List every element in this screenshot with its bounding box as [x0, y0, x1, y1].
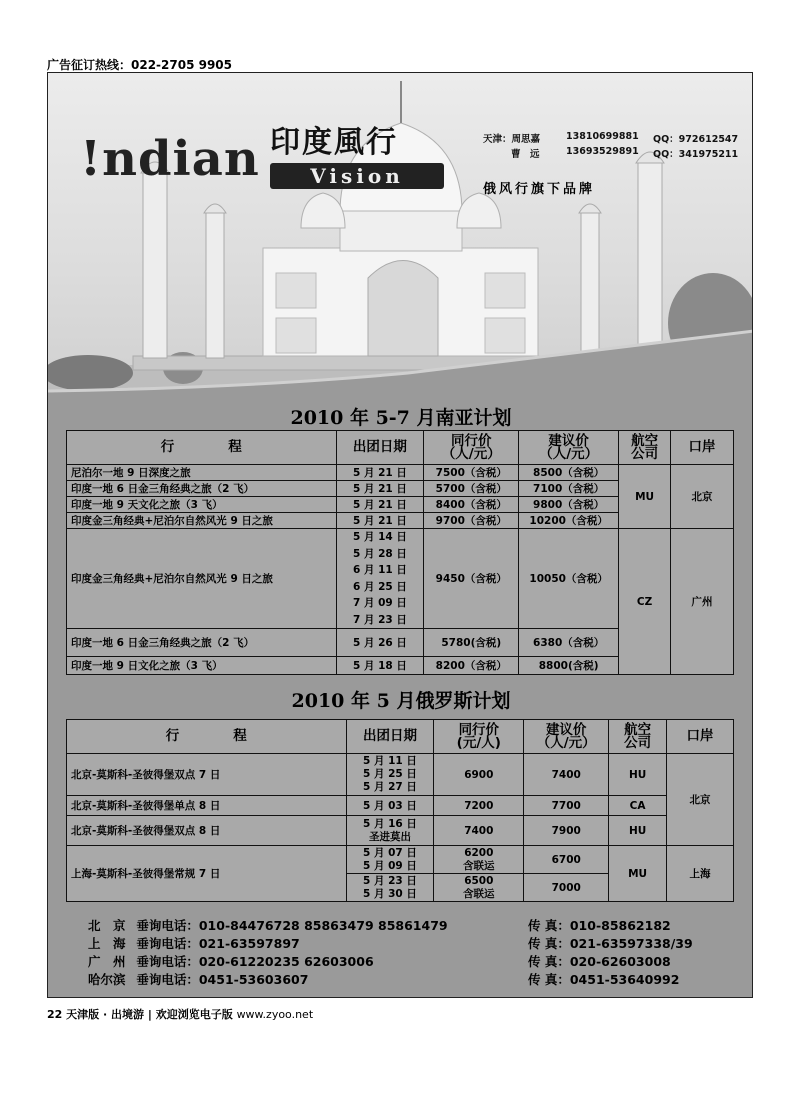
south-asia-table: [66, 430, 734, 675]
contact-label: 曹 远: [511, 149, 540, 160]
page-footer: 22 天津版 · 出境游 | 欢迎浏览电子版 www.zyoo.net: [47, 1008, 314, 1021]
contact-qq: QQ：972612547: [653, 134, 739, 145]
contact-phone: 13693529891: [566, 146, 639, 157]
ad-hotline: 广告征订热线：022-2705 9905: [47, 58, 233, 72]
header-airline: 航空 公司: [619, 431, 671, 465]
header-airline: 航空 公司: [609, 720, 667, 754]
russia-title: 2010 年 5 月俄罗斯计划: [291, 690, 511, 712]
header-retail-price: 建议价 （人/元）: [524, 720, 609, 754]
header-route: 行 程: [67, 431, 337, 465]
page-number: 22: [47, 1008, 63, 1021]
port-cell: 北京: [667, 754, 734, 846]
edition-label: 天津版 · 出境游: [66, 1008, 144, 1021]
table-header: [67, 431, 734, 465]
contact-phone: 13810699881: [566, 131, 639, 142]
logo-chinese-text: 印度風行: [270, 125, 398, 160]
table-row: 印度金三角经典+尼泊尔自然风光 9 日之旅 5 月 14 日 5 月 28 日 6 月 11 日 6 月 25 日 7 月 09 日 7 月 23 日 9450（含税） 10050（含税） CZ 广州: [67, 529, 734, 629]
airline-cell: CZ: [619, 529, 671, 675]
header-peer-price: 同行价 (元/人): [434, 720, 524, 754]
table-row: 印度金三角经典+尼泊尔自然风光 9 日之旅 5 月 21 日 9700（含税） 10200（含税）: [67, 513, 734, 529]
table-row: 印度一地 9 日文化之旅（3 飞） 5 月 18 日 8200（含税） 8800(含税): [67, 657, 734, 675]
brand-slogan: 俄风行旗下品牌: [483, 182, 596, 197]
table-row: 印度一地 6 日金三角经典之旅（2 飞） 5 月 21 日 5700（含税） 7100（含税）: [67, 481, 734, 497]
contact-label: 天津：周思嘉: [483, 134, 541, 145]
ad-frame: [47, 72, 753, 998]
port-cell: 广州: [671, 529, 734, 675]
table-row: 北京-莫斯科-圣彼得堡单点 8 日 5 月 03 日 7200 7700 CA: [67, 796, 734, 816]
office-guangzhou: 广 州 垂询电话：020-61220235 62603006 传 真：020-62603008: [88, 954, 671, 969]
header-route: 行 程: [67, 720, 347, 754]
table-row: 5 月 23 日 5 月 30 日 6500 含联运 7000: [67, 874, 734, 902]
airline-cell: MU: [619, 465, 671, 529]
port-cell: 北京: [671, 465, 734, 529]
header-peer-price: 同行价 （人/元）: [424, 431, 519, 465]
table-row: 尼泊尔一地 9 日深度之旅 5 月 21 日 7500（含税） 8500（含税） MU 北京: [67, 465, 734, 481]
taj-mahal-illustration: [48, 73, 753, 403]
port-cell: 上海: [667, 846, 734, 902]
hero-banner: [48, 73, 753, 403]
logo-vision-text: Vision: [270, 163, 444, 189]
office-beijing: 北 京 垂询电话：010-84476728 85863479 85861479 传 真：010-85862182: [88, 918, 671, 933]
footer-slogan: 欢迎浏览电子版: [155, 1008, 233, 1021]
south-asia-title: 2010 年 5-7 月南亚计划: [290, 407, 512, 429]
table-row: 印度一地 6 日金三角经典之旅（2 飞） 5 月 26 日 5780(含税) 6380（含税）: [67, 629, 734, 657]
table-row: 北京-莫斯科-圣彼得堡双点 7 日 5 月 11 日 5 月 25 日 5 月 27 日 6900 7400 HU 北京: [67, 754, 734, 796]
russia-table: [66, 719, 734, 902]
table-row: 印度一地 9 天文化之旅（3 飞） 5 月 21 日 8400（含税） 9800（含税）: [67, 497, 734, 513]
logo-indian-text: !ndian: [80, 131, 260, 187]
header-date: 出团日期: [336, 431, 424, 465]
header-date: 出团日期: [346, 720, 434, 754]
header-port: 口岸: [667, 720, 734, 754]
contact-qq: QQ：341975211: [653, 149, 739, 160]
header-port: 口岸: [671, 431, 734, 465]
table-header: [67, 720, 734, 754]
table-row: 上海-莫斯科-圣彼得堡常规 7 日 5 月 07 日 5 月 09 日 6200 含联运 6700 MU 上海: [67, 846, 734, 874]
footer-url[interactable]: www.zyoo.net: [236, 1008, 314, 1021]
office-shanghai: 上 海 垂询电话：021-63597897 传 真：021-63597338/39: [88, 936, 693, 951]
table-row: 北京-莫斯科-圣彼得堡双点 8 日 5 月 16 日 圣进莫出 7400 7900 HU: [67, 816, 734, 846]
office-harbin: 哈尔滨 垂询电话：0451-53603607 传 真：0451-53640992: [88, 972, 680, 987]
header-retail-price: 建议价 （人/元）: [519, 431, 619, 465]
